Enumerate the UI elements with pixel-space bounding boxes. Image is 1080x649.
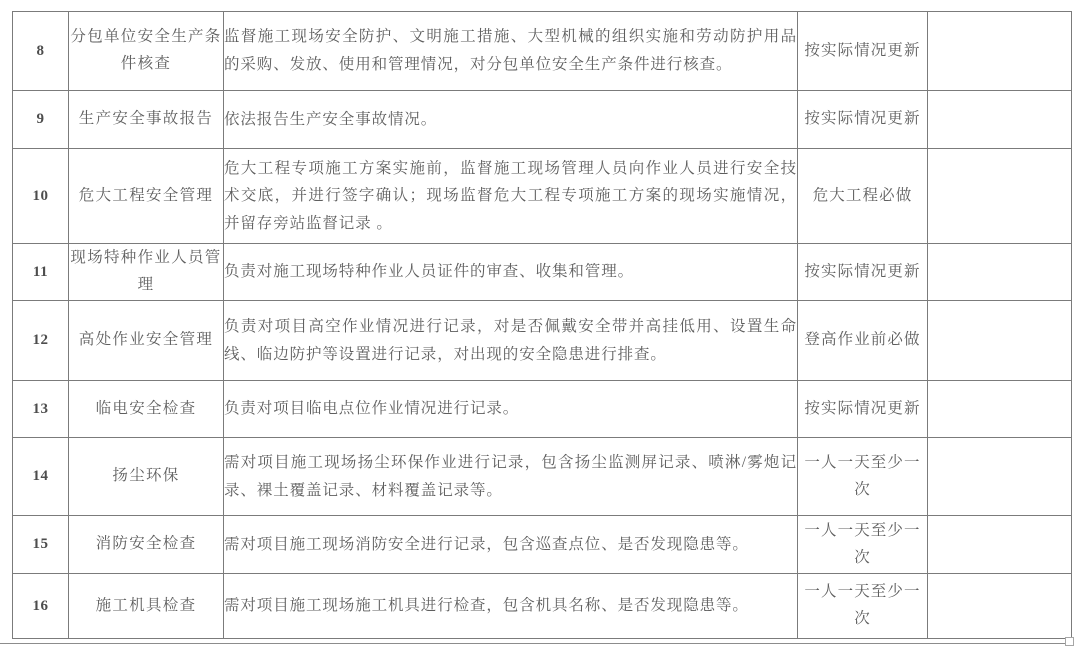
row-blank bbox=[928, 574, 1072, 639]
row-item-name: 生产安全事故报告 bbox=[69, 91, 224, 149]
row-blank bbox=[928, 149, 1072, 244]
row-description: 危大工程专项施工方案实施前，监督施工现场管理人员向作业人员进行安全技术交底，并进行签字确认；现场监督危大工程专项施工方案的现场实施情况，并留存旁站监督记录 。 bbox=[224, 149, 798, 244]
row-item-name: 施工机具检查 bbox=[69, 574, 224, 639]
table-row bbox=[13, 12, 1072, 91]
row-item-name: 扬尘环保 bbox=[69, 438, 224, 516]
row-description: 负责对项目临电点位作业情况进行记录。 bbox=[224, 381, 798, 438]
table-row bbox=[13, 149, 1072, 244]
table-body bbox=[13, 12, 1072, 639]
row-item-name: 临电安全检查 bbox=[69, 381, 224, 438]
table-row bbox=[13, 301, 1072, 381]
row-index: 14 bbox=[13, 438, 69, 516]
table-row bbox=[13, 381, 1072, 438]
row-blank bbox=[928, 516, 1072, 574]
row-description: 需对项目施工现场扬尘环保作业进行记录，包含扬尘监测屏记录、喷淋/雾炮记录、裸土覆盖记录、材料覆盖记录等。 bbox=[224, 438, 798, 516]
row-frequency: 按实际情况更新 bbox=[798, 91, 928, 149]
row-index: 9 bbox=[13, 91, 69, 149]
row-index: 8 bbox=[13, 12, 69, 91]
row-frequency: 一人一天至少一次 bbox=[798, 516, 928, 574]
table-row bbox=[13, 244, 1072, 301]
row-item-name: 消防安全检查 bbox=[69, 516, 224, 574]
row-blank bbox=[928, 12, 1072, 91]
row-frequency: 登高作业前必做 bbox=[798, 301, 928, 381]
row-description: 监督施工现场安全防护、文明施工措施、大型机械的组织实施和劳动防护用品的采购、发放、使用和管理情况，对分包单位安全生产条件进行核查。 bbox=[224, 12, 798, 91]
row-frequency: 按实际情况更新 bbox=[798, 381, 928, 438]
row-item-name: 现场特种作业人员管理 bbox=[69, 244, 224, 301]
row-index: 15 bbox=[13, 516, 69, 574]
row-description: 需对项目施工现场施工机具进行检查，包含机具名称、是否发现隐患等。 bbox=[224, 574, 798, 639]
row-description: 负责对项目高空作业情况进行记录，对是否佩戴安全带并高挂低用、设置生命线、临边防护等设置进行记录，对出现的安全隐患进行排查。 bbox=[224, 301, 798, 381]
row-frequency: 危大工程必做 bbox=[798, 149, 928, 244]
table-row bbox=[13, 574, 1072, 639]
responsibility-table bbox=[12, 11, 1072, 639]
row-frequency: 一人一天至少一次 bbox=[798, 574, 928, 639]
row-index: 11 bbox=[13, 244, 69, 301]
table-row bbox=[13, 438, 1072, 516]
page-footer-rule bbox=[0, 643, 1074, 644]
page-corner-marker bbox=[1065, 637, 1074, 646]
row-blank bbox=[928, 301, 1072, 381]
row-frequency: 按实际情况更新 bbox=[798, 244, 928, 301]
row-blank bbox=[928, 244, 1072, 301]
row-item-name: 危大工程安全管理 bbox=[69, 149, 224, 244]
row-description: 需对项目施工现场消防安全进行记录，包含巡查点位、是否发现隐患等。 bbox=[224, 516, 798, 574]
row-index: 13 bbox=[13, 381, 69, 438]
table-row bbox=[13, 91, 1072, 149]
row-frequency: 按实际情况更新 bbox=[798, 12, 928, 91]
row-item-name: 分包单位安全生产条件核查 bbox=[69, 12, 224, 91]
row-index: 12 bbox=[13, 301, 69, 381]
row-index: 16 bbox=[13, 574, 69, 639]
row-blank bbox=[928, 381, 1072, 438]
row-blank bbox=[928, 438, 1072, 516]
row-blank bbox=[928, 91, 1072, 149]
row-frequency: 一人一天至少一次 bbox=[798, 438, 928, 516]
row-index: 10 bbox=[13, 149, 69, 244]
row-item-name: 高处作业安全管理 bbox=[69, 301, 224, 381]
table-row bbox=[13, 516, 1072, 574]
row-description: 负责对施工现场特种作业人员证件的审查、收集和管理。 bbox=[224, 244, 798, 301]
row-description: 依法报告生产安全事故情况。 bbox=[224, 91, 798, 149]
